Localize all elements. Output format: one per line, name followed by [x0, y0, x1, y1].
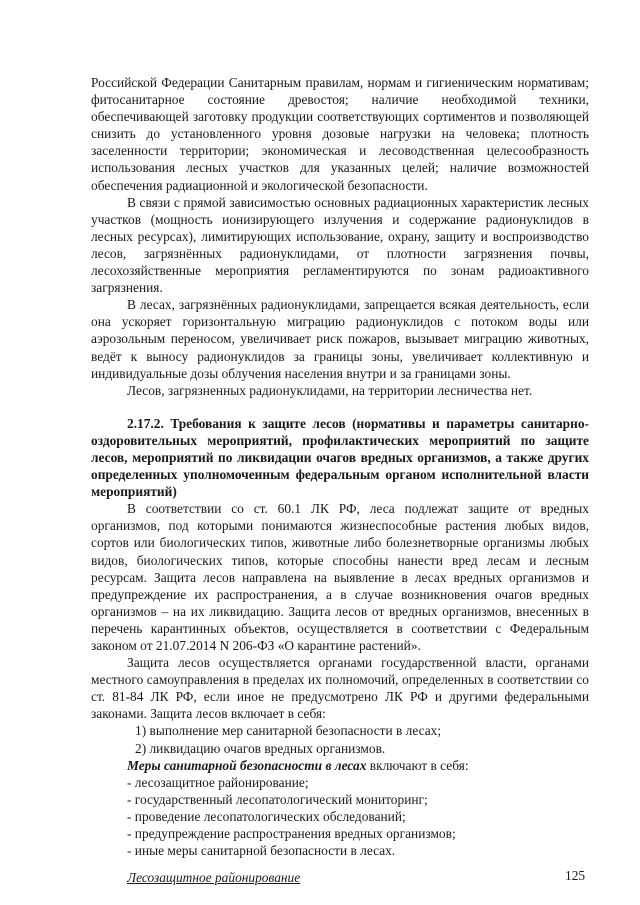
measures-intro	[91, 757, 589, 774]
paragraph-protection-authorities: Защита лесов осуществляется органами государственной власти, органами местного самоуправления в пределах их полномочий, определенных в соответствии со ст. 81-84 ЛК РФ, если иное не предусмотрено ЛК РФ и другими федеральными законами. Защита лесов включает в себя:	[91, 655, 589, 722]
dash-list-item: - государственный лесопатологический мониторинг;	[127, 791, 428, 807]
paragraph-radiation-criteria: Российской Федерации Санитарным правилам, нормам и гигиеническим нормативам; фитосанитарное состояние древостоя; наличие необходимой техники, обеспечивающей заготовку продукции соответствующих сортиментов и позволяющей снизить до установленного уровня дозовые нагрузки на человека; плотность заселенности территории; экономическая и лесоводственная целесообразность использования лесных участков для указанных целей; наличие возможностей обеспечения радиационной и экологической безопасности.	[91, 75, 589, 193]
dash-list-item: - предупреждение распространения вредных организмов;	[127, 826, 456, 842]
numbered-item: 2) ликвидацию очагов вредных организмов.	[135, 740, 386, 756]
page-content	[91, 74, 589, 886]
paragraph-radiation-zones: В связи с прямой зависимостью основных радиационных характеристик лесных участков (мощность ионизирующего излучения и содержание радионуклидов в лесных ресурсах), лимитирующих использование, охрану, защиту и воспроизводство лесов, загрязнённых радионуклидами, от плотности загрязнения почвы, лесохозяйственные мероприятия регламентируются по зонам радиоактивного загрязнения.	[91, 194, 589, 296]
page-number: 125	[565, 868, 586, 883]
measures-bold-label: Меры санитарной безопасности в лесах	[127, 757, 367, 773]
subheading-forest-zoning: Лесозащитное районирование	[127, 870, 301, 886]
dash-list-item: - лесозащитное районирование;	[127, 774, 309, 790]
paragraph-no-contaminated-forests: Лесов, загрязненных радионуклидами, на территории лесничества нет.	[127, 382, 533, 398]
paragraph-prohibitions: В лесах, загрязнённых радионуклидами, запрещается всякая деятельность, если она ускоряет горизонтальную миграцию радионуклидов с потоком воды или аэрозольным переносом, увеличивает риск пожаров, вызывает миграцию животных, ведёт к выносу радионуклидов за границы зоны, увеличивает коллективную и индивидуальные дозы облучения населения внутри и за границами зоны.	[91, 297, 589, 381]
paragraph-forest-protection-law: В соответствии со ст. 60.1 ЛК РФ, леса подлежат защите от вредных организмов, под которыми понимаются жизнеспособные растения любых видов, сортов или биологических типов, животные либо болезнетворные организмы любых видов, биологических типов, которые способны нанести вред лесам и лесным ресурсам. Защита лесов направлена на выявление в лесах вредных организмов и предупреждение их распространения, а в случае возникновения очагов вредных организмов – на их ликвидацию. Защита лесов от вредных организмов, внесенных в перечень карантинных объектов, осуществляется в соответствии с Федеральным законом от 21.07.2014 N 206-ФЗ «О карантине растений».	[91, 501, 589, 653]
dash-list-item: - иные меры санитарной безопасности в лесах.	[127, 843, 396, 859]
measures-rest: включают в себя:	[366, 757, 469, 773]
numbered-item: 1) выполнение мер санитарной безопасности в лесах;	[135, 723, 442, 739]
dash-list-item: - проведение лесопатологических обследований;	[127, 808, 406, 824]
section-heading: 2.17.2. Требования к защите лесов (нормативы и параметры санитарно-оздоровительных мероприятий, профилактических мероприятий по защите лесов, мероприятий по ликвидации очагов вредных организмов, а также других определенных уполномоченным федеральным органом исполнительной власти мероприятий)	[91, 415, 589, 500]
